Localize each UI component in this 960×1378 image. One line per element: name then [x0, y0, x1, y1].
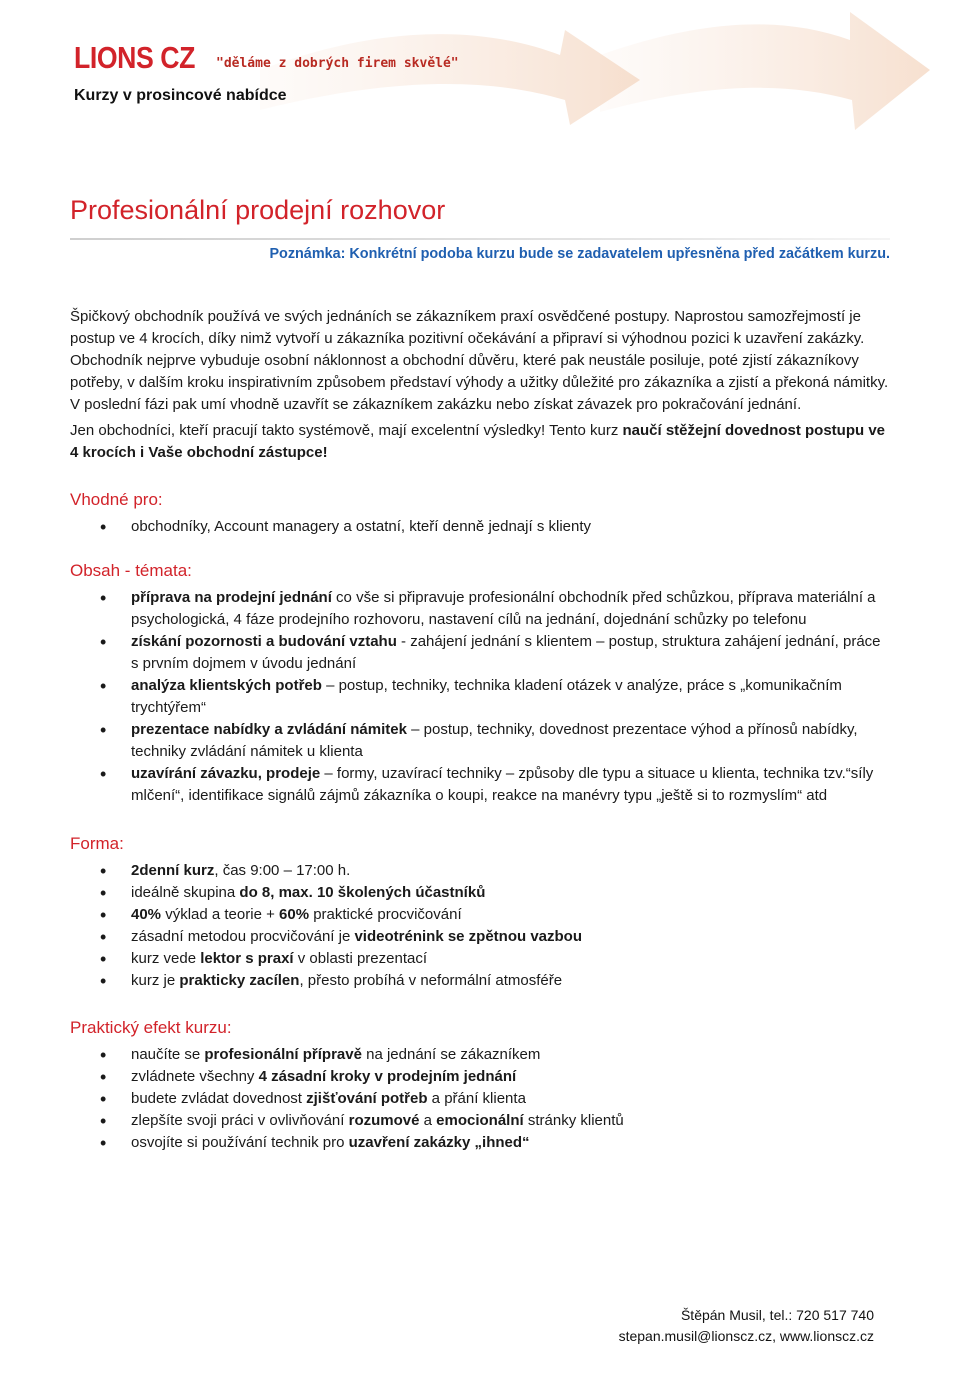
list-item: • 40% výklad a teorie + 60% praktické procvičování: [70, 904, 890, 926]
list-item: • prezentace nabídky a zvládání námitek – postup, techniky, dovednost prezentace výhod a přínosů nabídky, techniky zvládání námitek u klienta: [70, 719, 890, 763]
contact-email-web[interactable]: stepan.musil@lionscz.cz, www.lionscz.cz: [618, 1328, 874, 1344]
list-item: • získání pozornosti a budování vztahu - zahájení jednání s klientem – postup, struktura zahájení jednání, práce s prvním dojmem v úvodu jednání: [70, 631, 890, 675]
list-item: • kurz vede lektor s praxí v oblasti prezentací: [70, 948, 890, 970]
page-title: Profesionální prodejní rozhovor: [70, 195, 446, 225]
slogan: "děláme z dobrých firem skvělé": [216, 56, 459, 71]
list-item: • kurz je prakticky zacílen, přesto probíhá v neformální atmosféře: [70, 970, 890, 992]
list-item: • zásadní metodou procvičování je videotrénink se zpětnou vazbou: [70, 926, 890, 948]
header: [74, 40, 459, 104]
title-underline: [70, 238, 890, 240]
list-item: • obchodníky, Account managery a ostatní, kteří denně jednají s klienty: [70, 516, 890, 538]
efekt-list: [70, 1044, 890, 1154]
list-item: • 2denní kurz, čas 9:00 – 17:00 h.: [70, 860, 890, 882]
list-item: • budete zvládat dovednost zjišťování potřeb a přání klienta: [70, 1088, 890, 1110]
list-item: • naučíte se profesionální přípravě na jednání se zákazníkem: [70, 1044, 890, 1066]
course-note: Poznámka: Konkrétní podoba kurzu bude se zadavatelem upřesněna před začátkem kurzu.: [269, 246, 890, 262]
intro-highlight: Jen obchodníci, kteří pracují takto systémově, mají excelentní výsledky! Tento kurz naučí stěžejní dovednost postupu ve 4 krocích i Vaše obchodní zástupce!: [70, 422, 886, 461]
header-subtitle: Kurzy v prosincové nabídce: [74, 87, 287, 104]
contact-name-phone: Štěpán Musil, tel.: 720 517 740: [680, 1307, 874, 1323]
lions-logo: LIONS CZ: [74, 40, 195, 75]
section-heading-vhodne: Vhodné pro:: [70, 490, 163, 509]
section-heading-efekt: Praktický efekt kurzu:: [70, 1018, 232, 1037]
section-heading-forma: Forma:: [70, 834, 124, 853]
list-item: • uzavírání závazku, prodeje – formy, uzavírací techniky – způsoby dle typu a situace u klienta, technika tzv.“síly mlčení“, identifikace signálů zájmů zákazníka o koupi, reakce na manévry typu „ještě si to rozmyslím“ atd: [70, 763, 890, 807]
section-heading-obsah: Obsah - témata:: [70, 561, 192, 580]
obsah-list: [70, 587, 890, 807]
list-item: • příprava na prodejní jednání co vše si připravuje profesionální obchodník před schůzkou, příprava materiální a psychologická, 4 fáze prodejního rozhovoru, nastavení cílů na jednání, dojednání schůzky po telefonu: [70, 587, 890, 631]
document-body: [70, 306, 890, 1154]
list-item: • zvládnete všechny 4 zásadní kroky v prodejním jednání: [70, 1066, 890, 1088]
vhodne-list: [70, 516, 890, 538]
list-item: • osvojíte si používání technik pro uzavření zakázky „ihned“: [70, 1132, 890, 1154]
list-item: • ideálně skupina do 8, max. 10 školených účastníků: [70, 882, 890, 904]
forma-list: [70, 860, 890, 992]
list-item: • analýza klientských potřeb – postup, techniky, technika kladení otázek v analýze, práce s „komunikačním trychtýřem“: [70, 675, 890, 719]
list-item: • zlepšíte svoji práci v ovlivňování rozumové a emocionální stránky klientů: [70, 1110, 890, 1132]
contact-footer: [619, 1305, 874, 1347]
intro-paragraph: Špičkový obchodník používá ve svých jednáních se zákazníkem praxí osvědčené postupy. Naprostou samozřejmostí je postup ve 4 krocích, díky nimž vytvoří u zákazníka pozitivní očekávání a připraví si výhodnou pozici k uzavření zakázky. Obchodník nejprve vybuduje osobní náklonnost a obchodní důvěru, které pak neustále posiluje, poté zjistí zákazníkovy potřeby, v dalším kroku inspirativním způsobem představí výhody a užitky důležité pro zákazníka a zjistí a překoná námitky. V poslední fázi pak umí vhodně uzavřít se zákazníkem zakázku nebo získat závazek pro pokračování jednání.: [70, 308, 889, 413]
